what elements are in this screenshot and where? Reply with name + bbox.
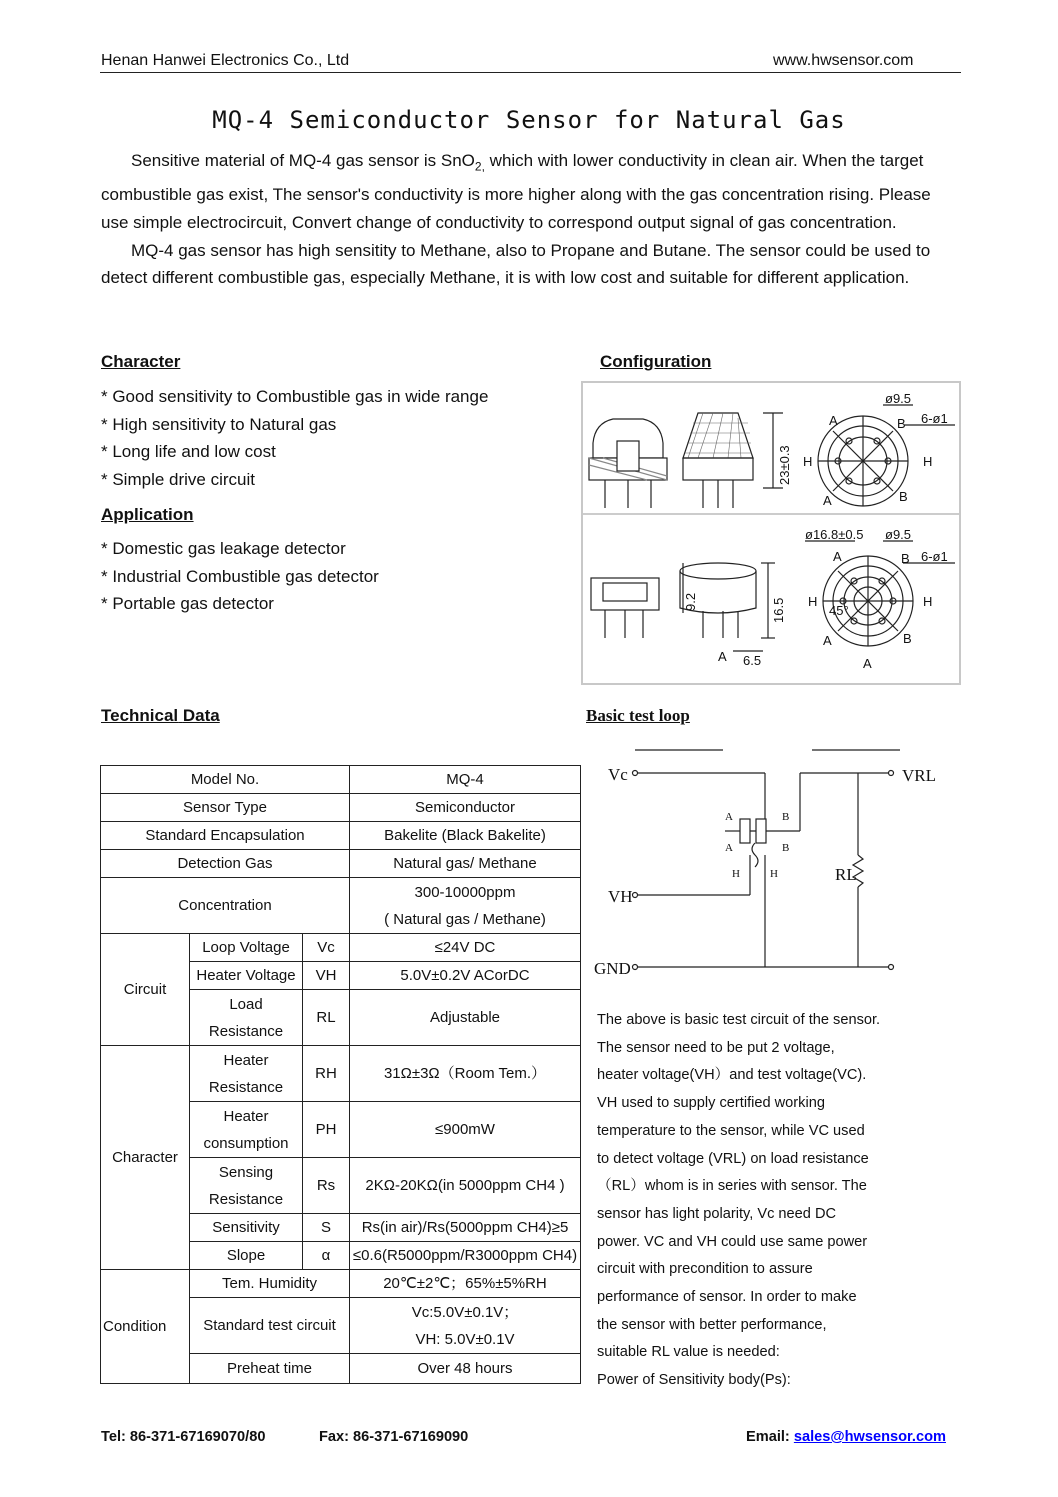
cell-line: consumption <box>203 1134 289 1152</box>
electrode-A: A <box>725 842 733 854</box>
intro-p1-text: Sensitive material of MQ-4 gas sensor is SnO <box>131 151 475 170</box>
table-cell <box>350 878 581 934</box>
table-cell: Vc <box>303 934 350 962</box>
label-H: H <box>923 454 933 469</box>
table-row <box>101 1270 581 1298</box>
footer-email <box>746 1429 946 1445</box>
table-cell <box>190 1102 303 1158</box>
table-row <box>101 934 581 962</box>
label-A: A <box>823 633 832 648</box>
table-cell: RL <box>303 990 350 1046</box>
table-row <box>101 766 581 794</box>
intro-paragraph-1 <box>101 147 961 237</box>
label-H: H <box>923 594 933 609</box>
list-item: * Simple drive circuit <box>101 470 255 490</box>
dim-angle: 45° <box>829 603 849 618</box>
list-item: * High sensitivity to Natural gas <box>101 414 337 434</box>
cell-line: Vc:5.0V±0.1V； <box>411 1303 519 1321</box>
table-cell: Standard Encapsulation <box>101 822 350 850</box>
cell-line: Heater <box>223 1107 269 1125</box>
dim-h23: 23±0.3 <box>777 445 792 485</box>
description-line: temperature to the sensor, while VC used <box>597 1122 865 1139</box>
table-cell: Detection Gas <box>101 850 350 878</box>
table-row <box>101 878 581 934</box>
cell-line: Resistance <box>208 1022 284 1040</box>
table-cell: MQ-4 <box>350 766 581 794</box>
heater-H: H <box>770 868 778 880</box>
cell-line: Resistance <box>208 1190 284 1208</box>
cell-line: Load <box>229 995 263 1013</box>
table-cell <box>190 990 303 1046</box>
table-row <box>101 1046 581 1102</box>
label-B: B <box>897 416 906 431</box>
dim-d95: ø9.5 <box>885 391 912 406</box>
table-cell: Slope <box>190 1242 303 1270</box>
table-cell: RH <box>303 1046 350 1102</box>
intro-paragraph-2: MQ-4 gas sensor has high sensitity to Methane, also to Propane and Butane. The sensor could be used to detect different combustible gas, especially Methane, it is with low cost and suitable for different application. <box>101 240 931 288</box>
table-row <box>101 850 581 878</box>
table-cell: Sensor Type <box>101 794 350 822</box>
gnd-label: GND <box>594 959 631 978</box>
rl-label: RL <box>835 865 857 884</box>
technical-data-heading <box>101 706 220 726</box>
label-A: A <box>718 649 727 664</box>
electrode-B: B <box>782 842 790 854</box>
description-line: circuit with precondition to assure <box>597 1261 813 1278</box>
configuration-drawing <box>581 381 961 685</box>
description-line: suitable RL value is needed: <box>597 1344 780 1361</box>
vh-label: VH <box>608 887 633 906</box>
configuration-heading: Configuration <box>600 352 712 371</box>
sensor-dimension-diagram <box>583 383 959 683</box>
table-cell: Rs <box>303 1158 350 1214</box>
table-cell: α <box>303 1242 350 1270</box>
dim-h92: 9.2 <box>683 592 698 611</box>
list-item: * Domestic gas leakage detector <box>101 539 346 558</box>
table-cell: 5.0V±0.2V ACorDC <box>350 962 581 990</box>
character-list <box>101 383 488 494</box>
label-B: B <box>903 631 912 646</box>
description-line: performance of sensor. In order to make <box>597 1289 857 1306</box>
technical-heading-word: Data <box>182 706 220 725</box>
test-circuit-diagram <box>590 745 950 985</box>
table-cell: Loop Voltage <box>190 934 303 962</box>
table-cell: ≤900mW <box>350 1102 581 1158</box>
description-line: The above is basic test circuit of the sensor. <box>597 1012 881 1028</box>
table-cell <box>350 1298 581 1354</box>
cell-line: Resistance <box>208 1078 284 1096</box>
description-line: heater voltage(VH）and test voltage(VC). <box>597 1067 867 1084</box>
table-cell: Standard test circuit <box>190 1298 350 1354</box>
application-heading: Application <box>101 505 194 524</box>
application-list <box>101 535 379 618</box>
table-cell: VH <box>303 962 350 990</box>
description-line: Power of Sensitivity body(Ps): <box>597 1372 791 1389</box>
label-H: H <box>803 454 813 469</box>
list-item: * Industrial Combustible gas detector <box>101 566 379 586</box>
table-cell <box>190 1046 303 1102</box>
dim-w65: 6.5 <box>743 653 762 668</box>
dim-d95: ø9.5 <box>885 527 912 542</box>
dim-pins: 6-ø1 <box>921 549 948 564</box>
table-row <box>101 794 581 822</box>
table-cell: Concentration <box>101 878 350 934</box>
dim-pins: 6-ø1 <box>921 411 948 426</box>
page-title: MQ-4 Semiconductor Sensor for Natural Gas <box>212 106 846 134</box>
table-cell: Heater Voltage <box>190 962 303 990</box>
table-cell: ≤0.6(R5000ppm/R3000ppm CH4) <box>350 1242 581 1270</box>
vc-label: Vc <box>608 765 628 784</box>
technical-data-table <box>100 765 581 1384</box>
cell-line: 300-10000ppm <box>414 883 516 901</box>
dim-d168: ø16.8±0.5 <box>805 527 864 542</box>
description-line: power. VC and VH could use same power <box>597 1233 868 1250</box>
table-cell: Bakelite (Black Bakelite) <box>350 822 581 850</box>
email-link[interactable]: sales@hwsensor.com <box>793 1429 946 1445</box>
table-cell: Adjustable <box>350 990 581 1046</box>
footer-tel: Tel: 86-371-67169070/80 <box>101 1429 266 1445</box>
list-item: * Long life and low cost <box>101 442 276 462</box>
table-cell: Natural gas/ Methane <box>350 850 581 878</box>
label-A: A <box>829 413 838 428</box>
table-cell: Semiconductor <box>350 794 581 822</box>
table-cell: Over 48 hours <box>350 1354 581 1384</box>
label-A: A <box>823 493 832 508</box>
description-line: （RL）whom is in series with sensor. The <box>597 1178 867 1195</box>
description-line: VH used to supply certified working <box>597 1095 825 1112</box>
label-A: A <box>833 549 842 564</box>
table-cell: Model No. <box>101 766 350 794</box>
table-cell: Rs(in air)/Rs(5000ppm CH4)≥5 <box>350 1214 581 1242</box>
label-A: A <box>863 656 872 671</box>
dim-h165: 16.5 <box>771 597 786 623</box>
test-loop-heading: Basic test loop <box>586 706 690 725</box>
vrl-label: VRL <box>902 766 936 785</box>
description-line: The sensor need to be put 2 voltage, <box>597 1039 835 1056</box>
description-line: sensor has light polarity, Vc need DC <box>597 1205 837 1222</box>
table-cell <box>190 1158 303 1214</box>
heater-H: H <box>732 868 740 880</box>
test-loop-description <box>597 1007 937 1395</box>
table-cell: Circuit <box>101 934 190 1046</box>
table-cell: Tem. Humidity <box>190 1270 350 1298</box>
label-B: B <box>901 551 910 566</box>
cell-line: Sensing <box>218 1163 274 1181</box>
intro-p1-text-rest: which with lower conductivity in clean air. When the target combustible gas exist, The sensor's conductivity is more higher along with the gas concentration rising. Please use simple electrocircuit, Convert change of conductivity to correspond output signal of gas concentration. <box>101 151 931 232</box>
table-cell: S <box>303 1214 350 1242</box>
list-item: * Portable gas detector <box>101 594 274 614</box>
header-divider <box>100 72 961 73</box>
technical-heading-word: Technical <box>101 706 179 725</box>
electrode-A: A <box>725 811 733 823</box>
intro-p1-subscript: 2, <box>474 159 485 174</box>
cell-line: Heater <box>223 1051 269 1069</box>
table-cell: Condition <box>101 1270 190 1384</box>
table-cell: 20℃±2℃；65%±5%RH <box>350 1270 581 1298</box>
cell-line: VH: 5.0V±0.1V <box>415 1330 515 1348</box>
table-cell: 31Ω±3Ω（Room Tem.） <box>350 1046 581 1102</box>
table-cell: PH <box>303 1102 350 1158</box>
description-line: the sensor with better performance, <box>597 1316 827 1333</box>
table-cell: Sensitivity <box>190 1214 303 1242</box>
footer-fax: Fax: 86-371-67169090 <box>319 1429 469 1445</box>
intro <box>101 147 961 292</box>
table-cell: 2KΩ-20KΩ(in 5000ppm CH4 ) <box>350 1158 581 1214</box>
table-cell: Character <box>101 1046 190 1270</box>
table-row <box>101 822 581 850</box>
character-heading: Character <box>101 352 181 371</box>
email-label: Email: <box>746 1429 794 1445</box>
website[interactable]: www.hwsensor.com <box>773 52 914 69</box>
company-name: Henan Hanwei Electronics Co., Ltd <box>101 52 350 69</box>
electrode-B: B <box>782 811 790 823</box>
cell-line: ( Natural gas / Methane) <box>384 910 546 928</box>
label-B: B <box>899 489 908 504</box>
table-cell: ≤24V DC <box>350 934 581 962</box>
table-cell: Preheat time <box>190 1354 350 1384</box>
label-H: H <box>808 594 818 609</box>
description-line: to detect voltage (VRL) on load resistance <box>597 1150 869 1167</box>
list-item: * Good sensitivity to Combustible gas in wide range <box>101 387 489 406</box>
